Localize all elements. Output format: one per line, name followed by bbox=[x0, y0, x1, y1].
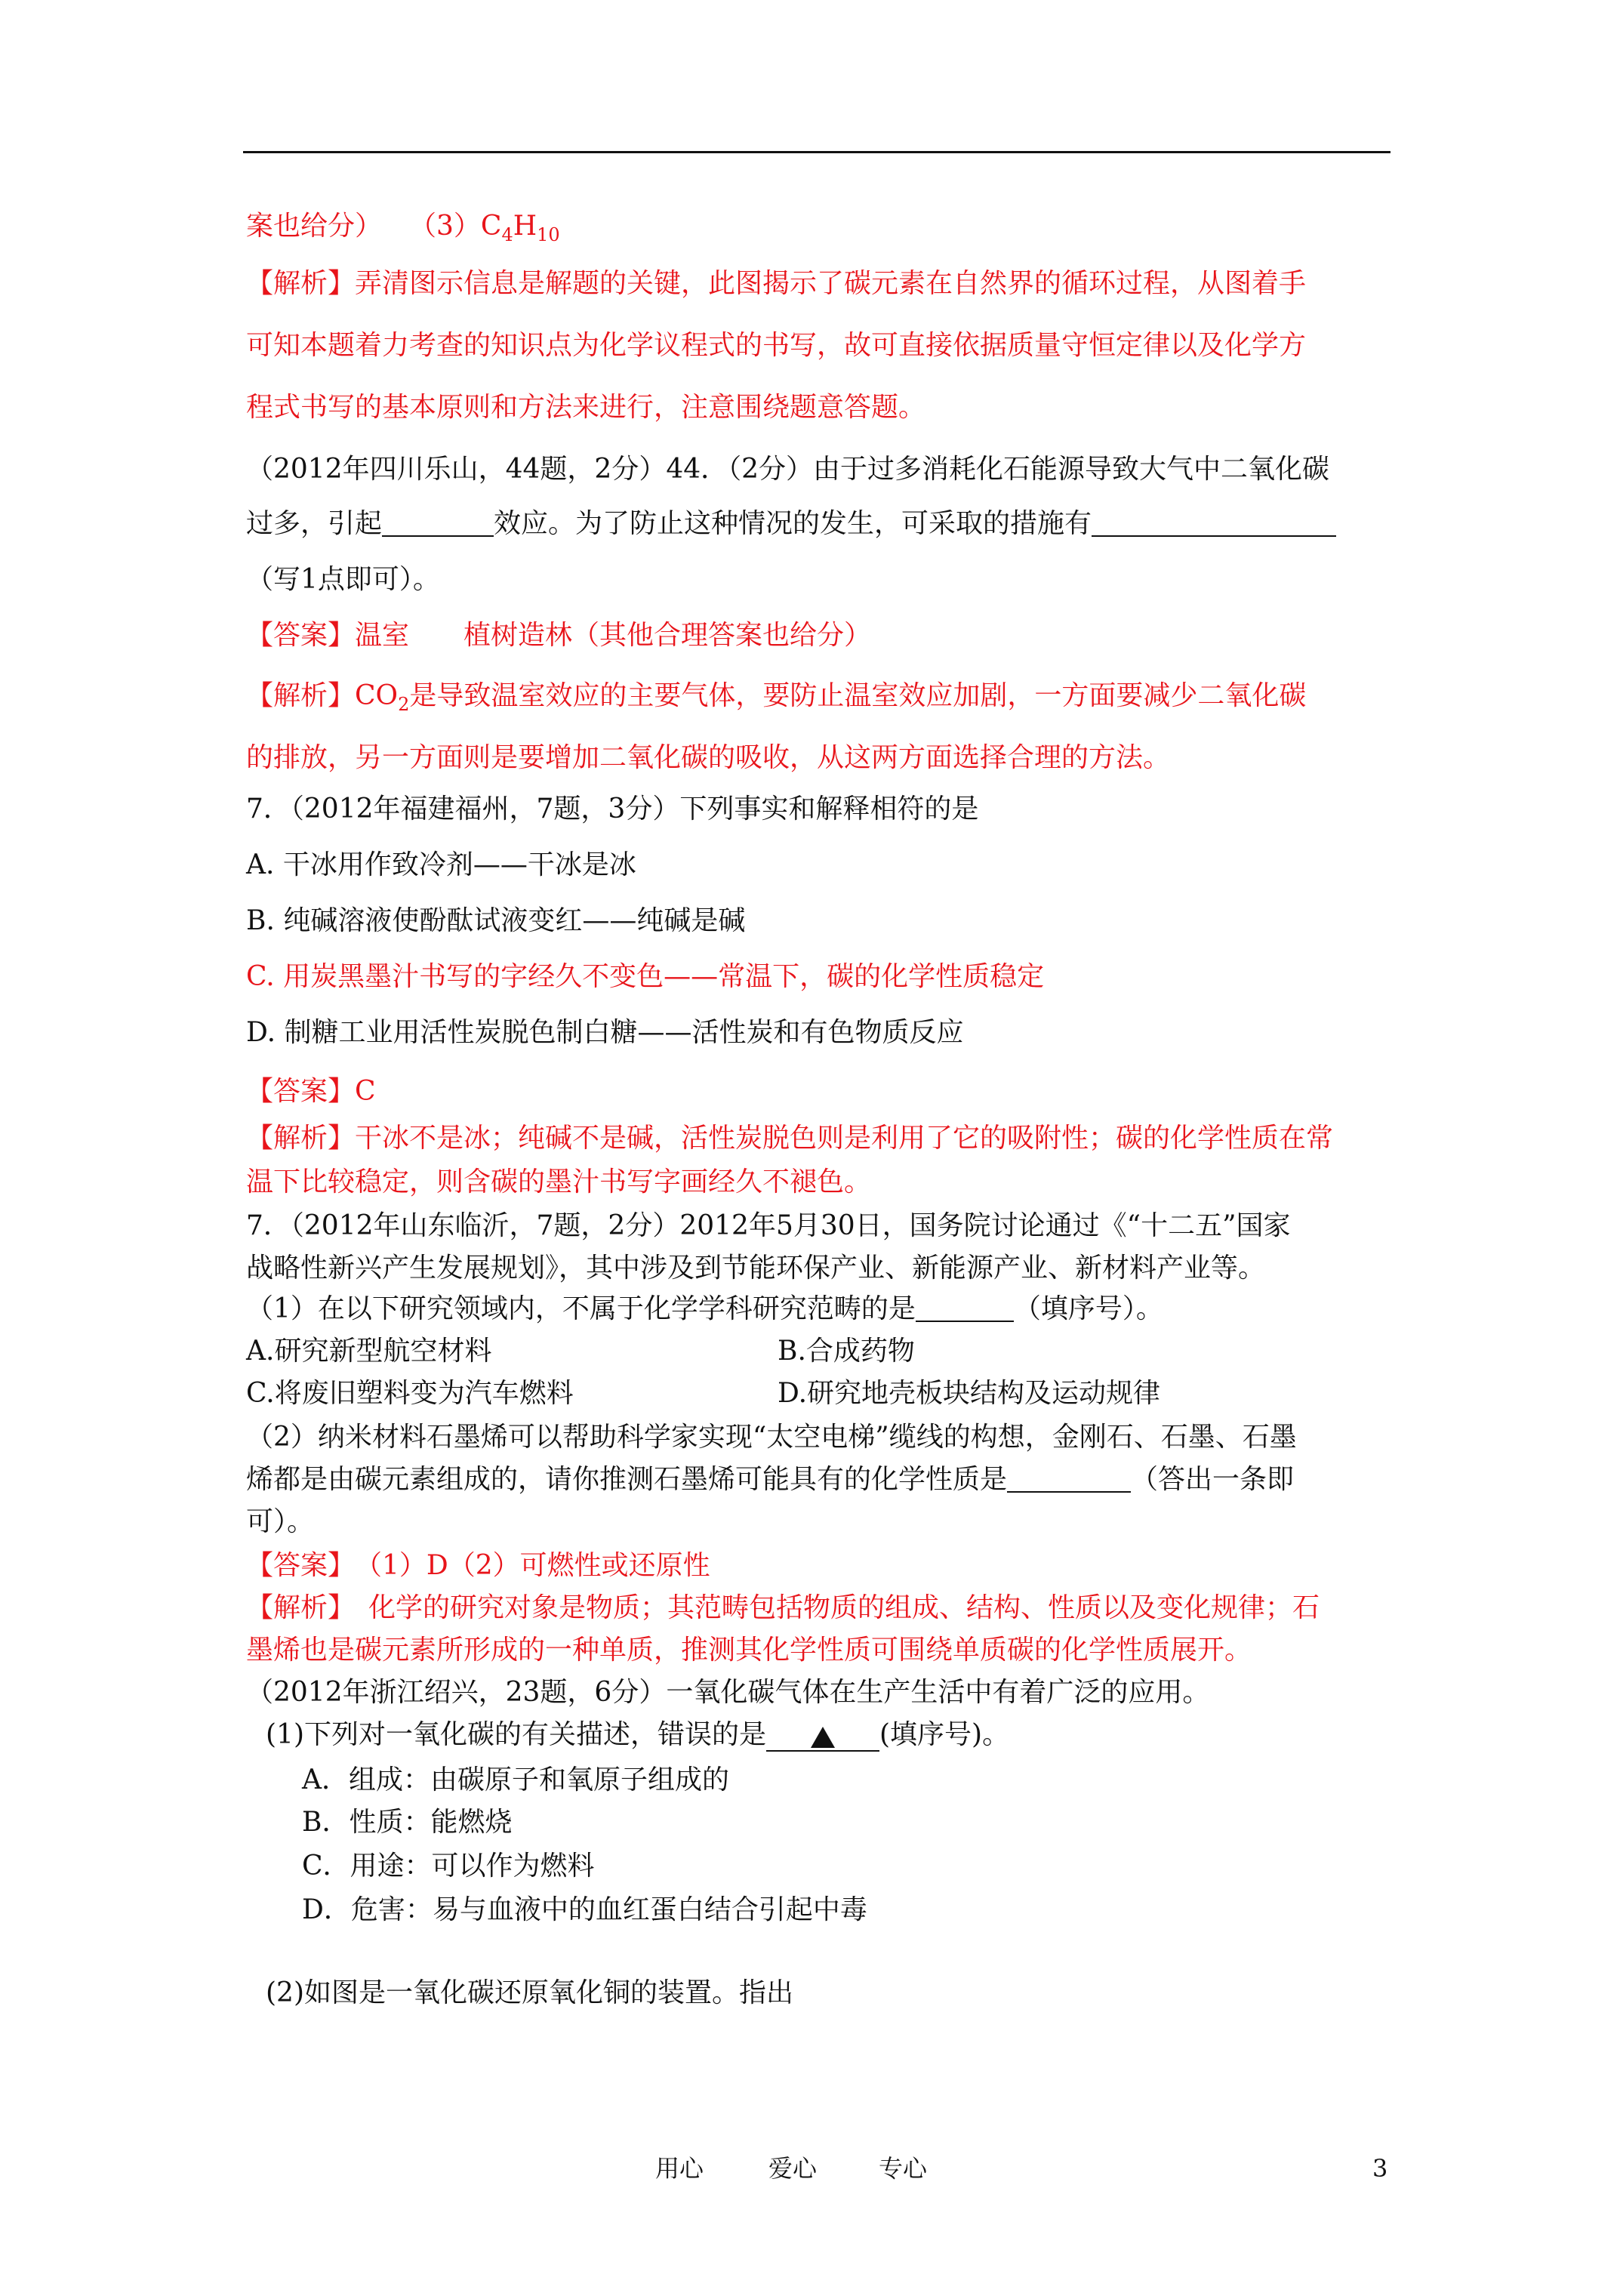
answer-blank bbox=[916, 1293, 1014, 1322]
question-line: (1)下列对一氧化碳的有关描述，错误的是 (填序号)。 bbox=[266, 1719, 1010, 1750]
question-line: 战略性新兴产生发展规划》，其中涉及到节能环保产业、新能源产业、新材料产业等。 bbox=[246, 1253, 1266, 1284]
triangle-icon bbox=[811, 1727, 835, 1748]
analysis-line: 程式书写的基本原则和方法来进行，注意围绕题意答题。 bbox=[246, 392, 926, 423]
question-line: （2）纳米材料石墨烯可以帮助科学家实现“太空电梯”缆线的构想，金刚石、石墨、石墨 bbox=[246, 1422, 1297, 1453]
question-line: 7．（2012年山东临沂，7题，2分）2012年5月30日，国务院讨论通过《“十二五”国家 bbox=[246, 1210, 1291, 1241]
option-d: D.研究地壳板块结构及运动规律 bbox=[778, 1378, 1161, 1409]
analysis-line: 【解析】 化学的研究对象是物质；其范畴包括物质的组成、结构、性质以及变化规律；石 bbox=[246, 1592, 1320, 1623]
answer-line: 【答案】温室 植树造林（其他合理答案也给分） bbox=[246, 620, 872, 651]
text-line: 案也给分） $(3)C_4H_{10}$ bbox=[246, 211, 560, 245]
footer-text: 用心 bbox=[655, 2154, 704, 2183]
option-c: C．用途：可以作为燃料 bbox=[302, 1851, 595, 1881]
analysis-line: 【解析】弄清图示信息是解题的关键，此图揭示了碳元素在自然界的循环过程，从图着手 bbox=[246, 268, 1307, 299]
analysis-line: 墨烯也是碳元素所形成的一种单质，推测其化学性质可围绕单质碳的化学性质展开。 bbox=[246, 1635, 1252, 1666]
option-b: B.合成药物 bbox=[778, 1336, 915, 1367]
option-b: B. 纯碱溶液使酚酞试液变红——纯碱是碱 bbox=[246, 905, 746, 936]
option-d: D．危害：易与血液中的血红蛋白结合引起中毒 bbox=[302, 1894, 867, 1925]
footer-text: 爱心 bbox=[768, 2154, 818, 2183]
footer-text: 专心 bbox=[879, 2154, 928, 2183]
analysis-line: 【解析】干冰不是冰；纯碱不是碱，活性炭脱色则是利用了它的吸附性；碳的化学性质在常 bbox=[246, 1123, 1334, 1154]
option-c: C. 用炭黑墨汁书写的字经久不变色——常温下，碳的化学性质稳定 bbox=[246, 961, 1045, 992]
analysis-line: 可知本题着力考查的知识点为化学议程式的书写，故可直接依据质量守恒定律以及化学方 bbox=[246, 330, 1307, 361]
option-c: C.将废旧塑料变为汽车燃料 bbox=[246, 1378, 574, 1409]
page-number: 3 bbox=[1372, 2154, 1388, 2183]
question-line: （2012年浙江绍兴，23题，6分）一氧化碳气体在生产生活中有着广泛的应用。 bbox=[246, 1677, 1210, 1708]
option-a: A．组成：由碳原子和氧原子组成的 bbox=[302, 1764, 729, 1795]
answer-line: 【答案】 （1）D（2）可燃性或还原性 bbox=[246, 1550, 710, 1581]
question-line: (2)如图是一氧化碳还原氧化铜的装置。指出 bbox=[266, 1977, 793, 2008]
question-line: （写1点即可）。 bbox=[246, 564, 440, 595]
question-line: 7．（2012年福建福州，7题，3分）下列事实和解释相符的是 bbox=[246, 794, 979, 824]
analysis-line: 【解析】$CO_2$是导致温室效应的主要气体，要防止温室效应加剧，一方面要减少二氧化碳 bbox=[246, 680, 1307, 715]
option-b: B．性质：能燃烧 bbox=[302, 1807, 513, 1838]
question-line: 过多，引起 效应。为了防止这种情况的发生，可采取的措施有 bbox=[246, 507, 1336, 541]
option-d: D. 制糖工业用活性炭脱色制白糖——活性炭和有色物质反应 bbox=[246, 1017, 964, 1048]
question-line: 烯都是由碳元素组成的，请你推测石墨烯可能具有的化学性质是 （答出一条即 bbox=[246, 1464, 1295, 1495]
question-line: 可）。 bbox=[246, 1506, 315, 1537]
header-rule bbox=[243, 151, 1390, 153]
answer-blank bbox=[1007, 1464, 1131, 1493]
question-line: （2012年四川乐山，44题，2分）44．（2分）由于过多消耗化石能源导致大气中二氧化碳 bbox=[246, 454, 1330, 485]
answer-line: 【答案】C bbox=[246, 1076, 376, 1107]
answer-blank bbox=[382, 508, 494, 537]
question-line: （1）在以下研究领域内，不属于化学学科研究范畴的是 （填序号）。 bbox=[246, 1293, 1163, 1324]
option-a: A. 干冰用作致冷剂——干冰是冰 bbox=[246, 849, 636, 880]
answer-blank bbox=[1092, 508, 1336, 537]
analysis-line: 的排放，另一方面则是要增加二氧化碳的吸收，从这两方面选择合理的方法。 bbox=[246, 742, 1171, 773]
answer-blank bbox=[766, 1723, 879, 1752]
option-a: A.研究新型航空材料 bbox=[246, 1336, 492, 1367]
analysis-line: 温下比较稳定，则含碳的墨汁书写字画经久不褪色。 bbox=[246, 1166, 872, 1197]
